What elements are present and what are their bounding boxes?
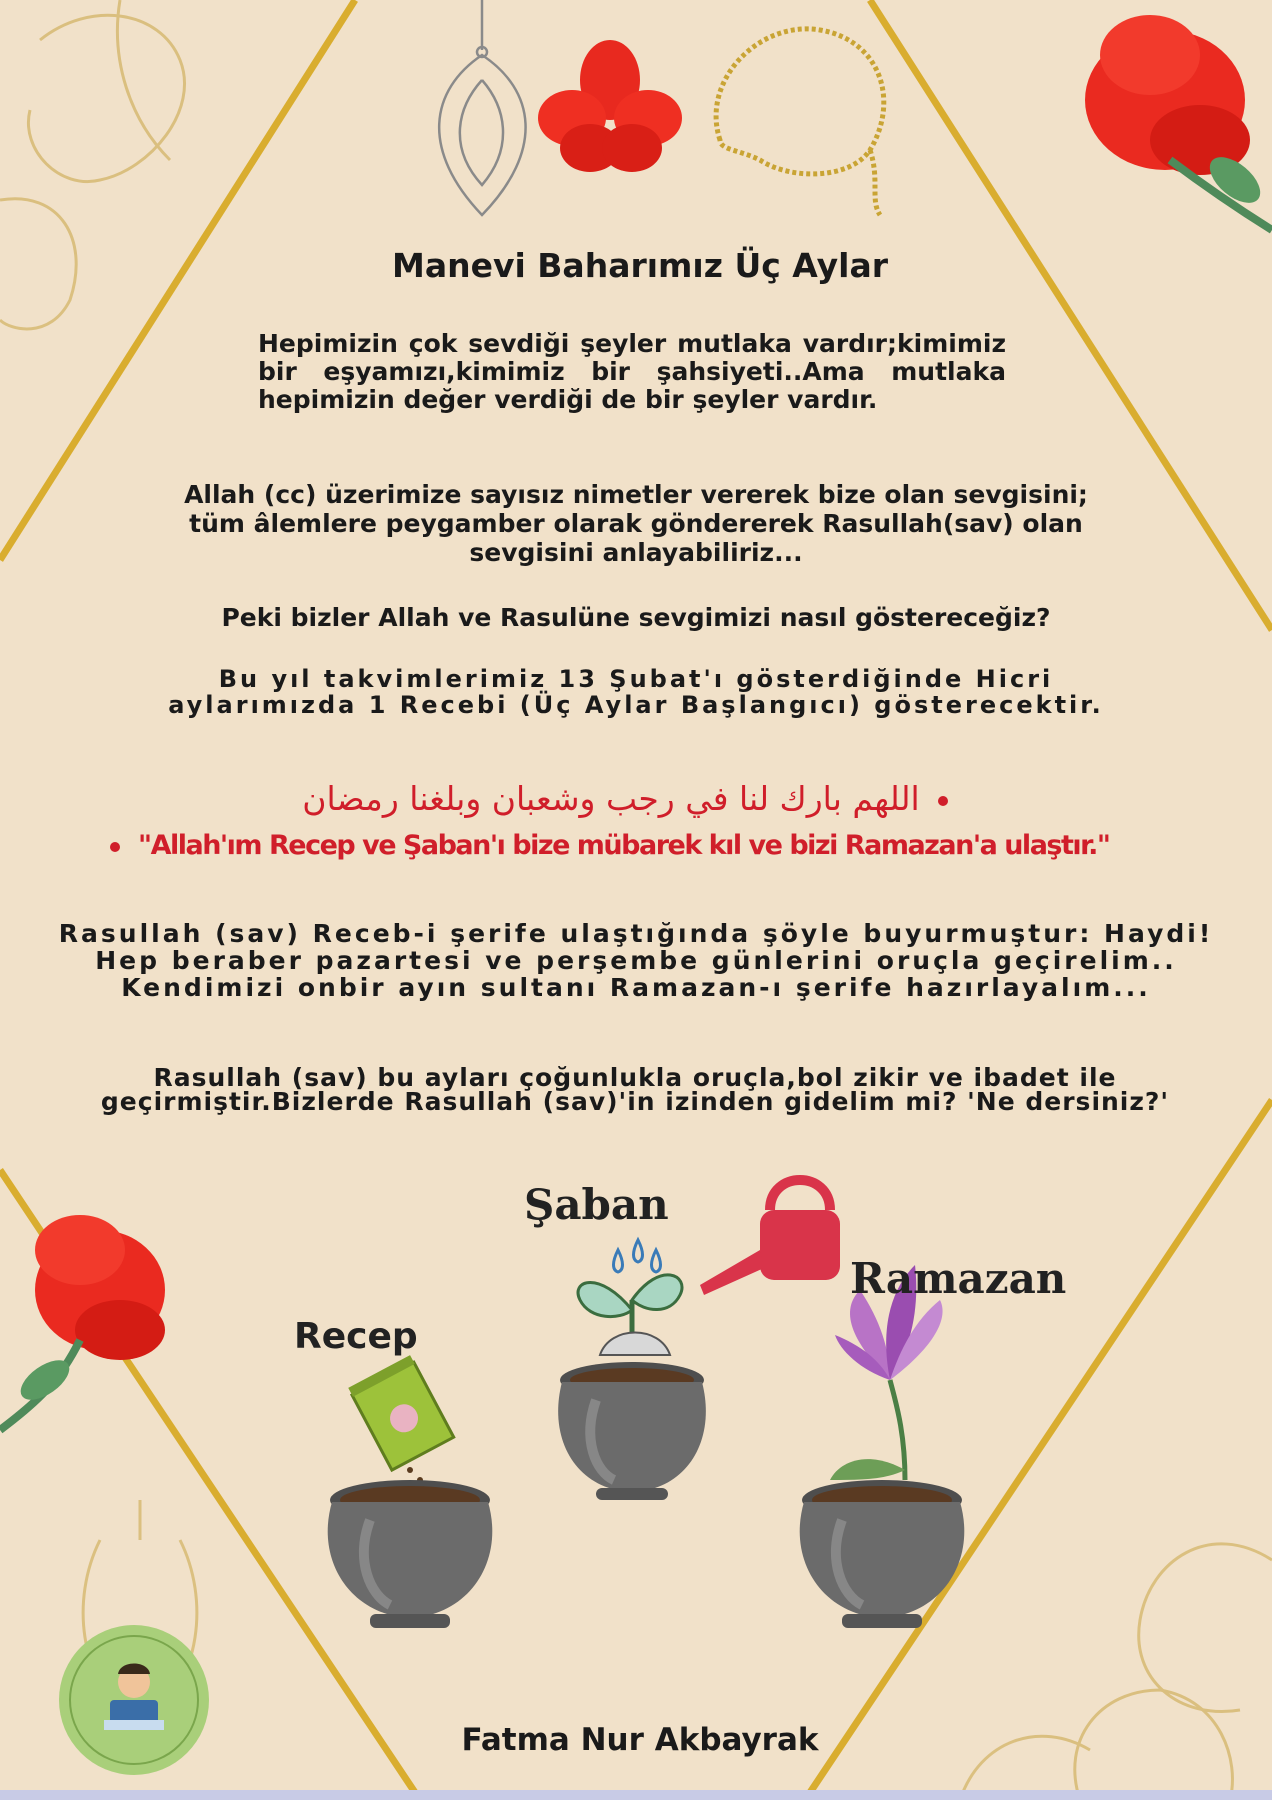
line-flower [1075, 1690, 1233, 1800]
turkish-prayer [110, 830, 1170, 861]
author-name: Fatma Nur Akbayrak [461, 1722, 819, 1758]
red-rose-left [0, 1215, 165, 1430]
calendar-paragraph: Bu yıl takvimlerimiz 13 Şubat'ı gösterdiğinde Hicri aylarımızda 1 Recebi (Üç Aylar Başlangıcı) gösterecektir. [168, 665, 1104, 719]
closing-paragraph: Rasullah (sav) bu ayları çoğunlukla oruçla,bol zikir ve ibadet ile geçirmiştir.Bizlerde Rasullah (sav)'in izinden gidelim mi? 'Ne dersiniz?' [100, 1063, 1170, 1116]
ramazan-label: Ramazan [850, 1254, 1067, 1303]
bottom-bar [0, 1790, 1272, 1800]
arabic-prayer [200, 779, 1050, 818]
page-title: Manevi Baharımız Üç Aylar [391, 246, 889, 285]
sprout-illustration [578, 1275, 682, 1355]
line-flower [0, 199, 76, 329]
red-flower-top [538, 40, 682, 172]
love-paragraph: Allah (cc) üzerimize sayısız nimetler vererek bize olan sevgisini; tüm âlemlere peygamber olarak göndererek Rasullah(sav) olan sevgisini anlayabiliriz... [184, 480, 1088, 567]
seed-packet-illustration [348, 1355, 453, 1470]
pot-recep [328, 1480, 493, 1628]
hadith-paragraph: Rasullah (sav) Receb-i şerife ulaştığında şöyle buyurmuştur: Haydi! Hep beraber pazartesi ve perşembe günlerini oruçla geçirelim.. Kendimizi onbir ayın sultanı Ramazan-ı şerife hazırlayalım... [58, 919, 1214, 1002]
arabic-prayer-text: اللهم بارك لنا في رجب وشعبان وبلغنا رمضان [302, 779, 920, 818]
bullet-icon [110, 842, 120, 852]
watering-can-illustration [700, 1180, 840, 1295]
line-flower [1139, 1544, 1272, 1712]
question-paragraph: Peki bizler Allah ve Rasulüne sevgimizi nasıl göstereceğiz? [221, 603, 1051, 632]
logo-badge [59, 1625, 209, 1775]
red-rose-top-right [1085, 15, 1272, 230]
gold-frame-line [805, 1100, 1272, 1800]
pot-ramazan [800, 1480, 965, 1628]
lantern-sketch [439, 0, 525, 215]
intro-paragraph: Hepimizin çok sevdiği şeyler mutlaka vardır;kimimiz bir eşyamızı,kimimiz bir şahsiyeti..Ama mutlaka hepimizin değer verdiği de bir şeyler vardır. [258, 329, 1006, 414]
line-flower [28, 15, 184, 181]
turkish-prayer-text: "Allah'ım Recep ve Şaban'ı bize mübarek kıl ve bizi Ramazan'a ulaştır." [138, 830, 1110, 861]
prayer-beads [716, 29, 884, 215]
pot-saban [558, 1362, 706, 1500]
recep-label: Recep [294, 1316, 418, 1357]
saban-label: Şaban [524, 1180, 669, 1229]
water-drops [614, 1240, 661, 1272]
bullet-icon [938, 796, 948, 806]
